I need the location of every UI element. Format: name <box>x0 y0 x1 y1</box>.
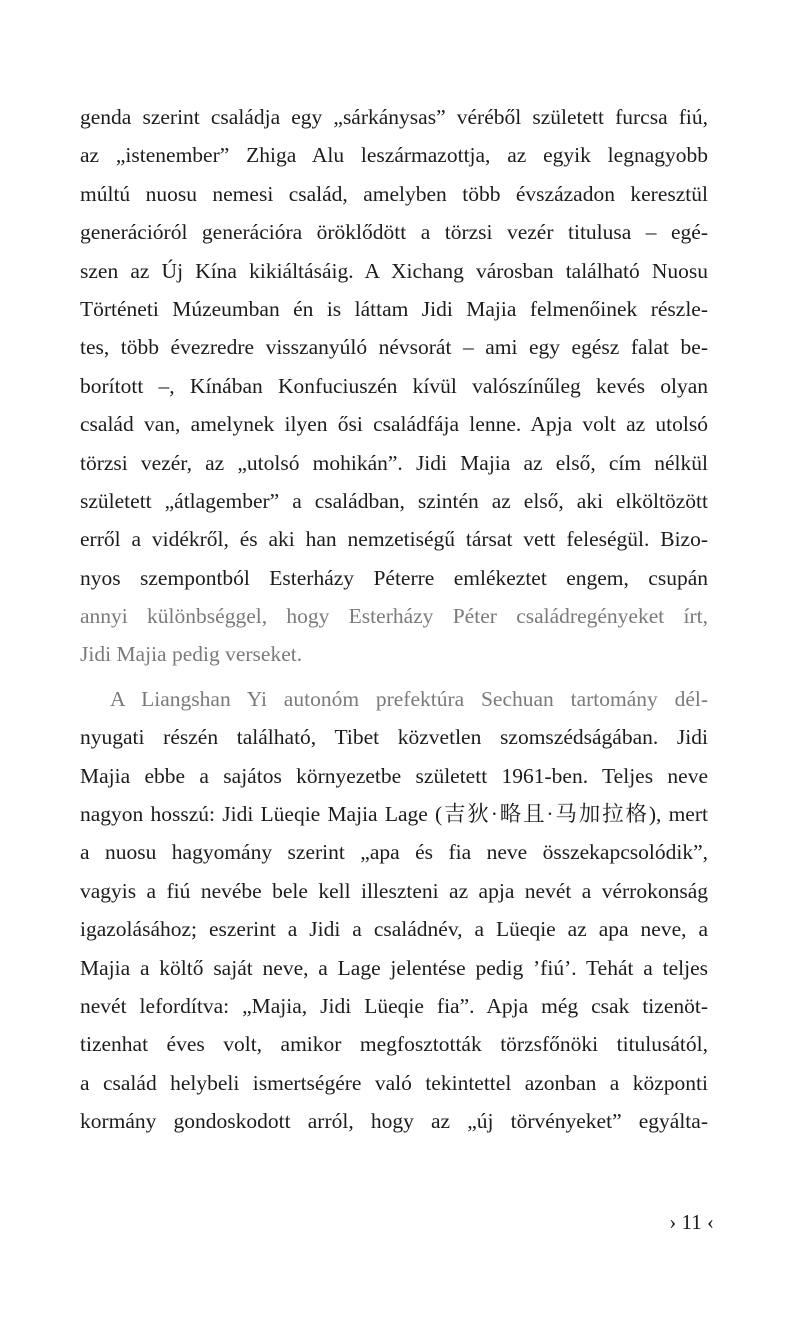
paragraph-2 <box>80 680 708 1141</box>
text-line: törzsi vezér, az „utolsó mohikán”. Jidi Majia az első, cím nélkül <box>80 450 708 475</box>
text-line: generációról generációra öröklődött a törzsi vezér titulusa – egé- <box>80 220 708 245</box>
text-line: Majia ebbe a sajátos környezetbe született 1961-ben. Teljes neve <box>80 763 708 788</box>
text-line: nyugati részén található, Tibet közvetlen szomszédságában. Jidi <box>80 725 708 750</box>
page-number: › 11 ‹ <box>669 1210 714 1234</box>
text-line: család van, amelynek ilyen ősi családfája lenne. Apja volt az utolsó <box>80 412 708 437</box>
text-line: erről a vidékről, és aki han nemzetiségű társat vett feleségül. Bizo- <box>80 527 708 552</box>
text-line: szen az Új Kína kikiáltásáig. A Xichang városban található Nuosu <box>80 258 708 283</box>
text-line: múltú nuosu nemesi család, amelyben több évszázadon keresztül <box>80 181 708 206</box>
text-line: borított –, Kínában Konfuciuszén kívül valószínűleg kevés olyan <box>80 373 708 398</box>
text-line: Történeti Múzeumban én is láttam Jidi Majia felmenőinek részle- <box>80 296 708 321</box>
text-line: a család helybeli ismertségére való tekintettel azonban a központi <box>80 1070 708 1095</box>
text-line: A Liangshan Yi autonóm prefektúra Sechuan tartomány dél- <box>110 686 708 711</box>
text-line: Jidi Majia pedig verseket. <box>80 642 303 667</box>
text-line: nagyon hosszú: Jidi Lüeqie Majia Lage (吉狄·略且·马加拉格), mert <box>80 802 708 827</box>
text-line: született „átlagember” a családban, szintén az első, aki elköltözött <box>80 488 708 513</box>
text-line: genda szerint családja egy „sárkánysas” véréből született furcsa fiú, <box>80 105 708 129</box>
text-line: a nuosu hagyomány szerint „apa és fia neve összekapcsolódik”, <box>80 840 708 865</box>
text-line: nevét lefordítva: „Majia, Jidi Lüeqie fia”. Apja még csak tizenöt- <box>80 993 708 1018</box>
text-line: igazolásához; eszerint a Jidi a családnév, a Lüeqie az apa neve, a <box>80 917 708 942</box>
text-line: kormány gondoskodott arról, hogy az „új törvényeket” egyálta- <box>80 1109 708 1134</box>
text-line: nyos szempontból Esterházy Péterre emlékeztet engem, csupán <box>80 565 708 590</box>
text-line: tizenhat éves volt, amikor megfosztották törzsfőnöki titulusától, <box>80 1032 708 1057</box>
text-line: vagyis a fiú nevébe bele kell illeszteni az apja nevét a vérrokonság <box>80 878 708 903</box>
body-text <box>80 98 708 1141</box>
text-line: tes, több évezredre visszanyúló névsorát – ami egy egész falat be- <box>80 335 708 360</box>
text-line: az „istenember” Zhiga Alu leszármazottja, az egyik legnagyobb <box>80 143 708 168</box>
text-line: annyi különbséggel, hogy Esterházy Péter családregényeket írt, <box>80 604 708 629</box>
text-line: Majia a költő saját neve, a Lage jelentése pedig ’fiú’. Tehát a teljes <box>80 955 708 980</box>
paragraph-1 <box>80 98 708 674</box>
